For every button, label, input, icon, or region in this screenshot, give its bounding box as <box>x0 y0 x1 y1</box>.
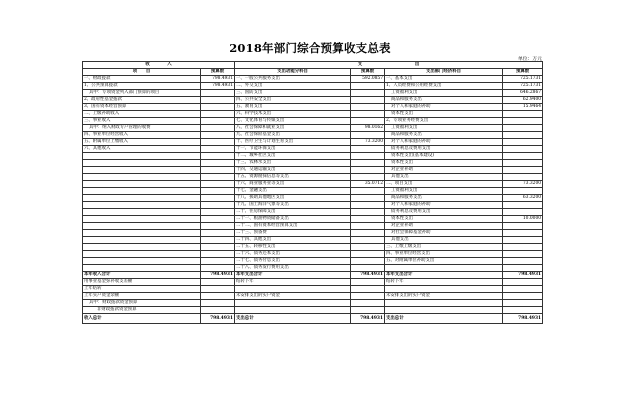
income-budget <box>201 160 235 167</box>
econ-item: 资本性支出 <box>385 111 503 118</box>
budget-table <box>82 61 543 324</box>
func-item: 结转下年 <box>235 279 351 286</box>
income-budget <box>201 293 235 300</box>
income-item: 2、政府性基金拨款 <box>83 97 201 104</box>
table-row <box>83 153 543 160</box>
income-item <box>83 244 201 251</box>
table-row <box>83 258 543 265</box>
income-item: 其中：纳入财政专户管理的收费 <box>83 125 201 132</box>
table-row <box>83 209 543 216</box>
econ-item: 对个人和家庭的补助 <box>385 202 503 209</box>
income-budget <box>201 216 235 223</box>
income-budget <box>201 265 235 272</box>
econ-item: 对社会保障基金补助 <box>385 230 503 237</box>
econ-budget: 73.3200 <box>503 181 543 188</box>
income-budget <box>201 153 235 160</box>
econ-budget <box>503 251 543 258</box>
expense-total-label: 本年支出合计 <box>235 272 351 279</box>
income-item: 其中：专项资金列入部门预算的项目 <box>83 90 201 97</box>
func-budget <box>351 104 385 111</box>
func-budget <box>351 223 385 230</box>
income-item <box>83 258 201 265</box>
table-row <box>83 195 543 202</box>
econ-budget: 63.3200 <box>503 195 543 202</box>
table-row <box>83 181 543 188</box>
table-row <box>83 160 543 167</box>
econ-item <box>385 307 503 314</box>
income-budget <box>201 125 235 132</box>
func-item: 二、外交支出 <box>235 83 351 90</box>
func-item: 二十四、其他支出 <box>235 237 351 244</box>
income-budget <box>201 174 235 181</box>
income-budget <box>201 307 235 314</box>
income-item <box>83 223 201 230</box>
func-item: 七、文化体育与传媒支出 <box>235 118 351 125</box>
econ-item: 2、专项业务经费支出 <box>385 118 503 125</box>
econ-item-header: 支出部门经济科目 <box>385 69 503 76</box>
func-budget: 73.3200 <box>351 139 385 146</box>
income-item: 上年结转 <box>83 286 201 293</box>
func-item: 二十六、债务还本支出 <box>235 251 351 258</box>
grand-expense-label: 支出总计 <box>235 314 351 324</box>
econ-item: 四、事业单位经营支出 <box>385 251 503 258</box>
income-item <box>83 181 201 188</box>
table-row <box>83 146 543 153</box>
table-row <box>83 174 543 181</box>
income-budget <box>201 139 235 146</box>
income-item <box>83 188 201 195</box>
page-title: 2018年部门综合预算收支总表 <box>229 41 391 55</box>
econ-budget <box>503 188 543 195</box>
table-row <box>83 286 543 293</box>
unit-label: 单位：万元 <box>518 57 542 62</box>
econ-item <box>385 265 503 272</box>
table-row <box>83 237 543 244</box>
func-budget <box>351 132 385 139</box>
func-item: 一、一般公共服务支出 <box>235 76 351 83</box>
func-budget: 98.0162 <box>351 125 385 132</box>
econ-budget: 646.2867 <box>503 90 543 97</box>
func-budget <box>351 244 385 251</box>
func-item: 十、医疗卫生与计划生育支出 <box>235 139 351 146</box>
income-budget <box>201 132 235 139</box>
func-budget: 592.0857 <box>351 76 385 83</box>
econ-budget: 725.1731 <box>503 83 543 90</box>
table-row <box>83 230 543 237</box>
income-budget <box>201 90 235 97</box>
table-row <box>83 83 543 90</box>
econ-item: 对个人和家庭的补助 <box>385 139 503 146</box>
func-item: 二十七、债务付息支出 <box>235 258 351 265</box>
econ-item: 债务利息及费用支出 <box>385 209 503 216</box>
func-item: 二十八、债务发行费用支出 <box>235 265 351 272</box>
income-budget <box>201 167 235 174</box>
budget-header: 预算数 <box>351 69 385 76</box>
income-item: 一、财政拨款 <box>83 76 201 83</box>
income-item: 用事业基金弥补收支差额 <box>83 279 201 286</box>
func-budget <box>351 97 385 104</box>
econ-item: 资本性支出(基本建设) <box>385 153 503 160</box>
income-budget <box>201 286 235 293</box>
econ-budget: 725.1731 <box>503 76 543 83</box>
income-budget <box>201 237 235 244</box>
econ-item: 商品和服务支出 <box>385 97 503 104</box>
income-budget <box>201 258 235 265</box>
func-budget <box>351 258 385 265</box>
income-budget <box>201 223 235 230</box>
econ-budget <box>503 258 543 265</box>
func-budget <box>351 111 385 118</box>
table-row <box>83 188 543 195</box>
func-budget <box>351 251 385 258</box>
func-item <box>235 307 351 314</box>
income-item: 1、公共预算拨款 <box>83 83 201 90</box>
func-budget <box>351 146 385 153</box>
econ-item: 其他支出 <box>385 237 503 244</box>
econ-item: 商品和服务支出 <box>385 132 503 139</box>
expense-total: 798.4931 <box>503 272 543 279</box>
func-item: 二十一、粮油物资储备支出 <box>235 216 351 223</box>
func-budget <box>351 216 385 223</box>
econ-budget <box>503 244 543 251</box>
income-budget <box>201 146 235 153</box>
income-header: 收 入 <box>83 62 235 69</box>
func-item: 九、社会保险基金支出 <box>235 132 351 139</box>
table-row <box>83 139 543 146</box>
func-budget <box>351 83 385 90</box>
func-item: 三、国防支出 <box>235 90 351 97</box>
income-item <box>83 209 201 216</box>
income-item <box>83 160 201 167</box>
econ-budget <box>503 146 543 153</box>
table-row <box>83 307 543 314</box>
item-header: 项 目 <box>83 69 201 76</box>
income-item <box>83 202 201 209</box>
econ-budget <box>503 265 543 272</box>
econ-budget <box>503 125 543 132</box>
expense-total: 798.4931 <box>351 272 385 279</box>
econ-item: 商品和服务支出 <box>385 195 503 202</box>
econ-budget <box>503 279 543 286</box>
func-budget <box>351 300 385 307</box>
econ-item <box>385 286 503 293</box>
income-budget <box>201 279 235 286</box>
income-item <box>83 153 201 160</box>
table-row <box>83 293 543 300</box>
income-budget <box>201 188 235 195</box>
table-row <box>83 90 543 97</box>
income-budget <box>201 202 235 209</box>
grand-expense-label: 支出总计 <box>385 314 503 324</box>
econ-item: 1、人员经费和公用经费支出 <box>385 83 503 90</box>
func-budget <box>351 174 385 181</box>
econ-budget <box>503 202 543 209</box>
func-budget <box>351 195 385 202</box>
income-item <box>83 174 201 181</box>
econ-item: 一、基本支出 <box>385 76 503 83</box>
func-item: 八、社会保障和就业支出 <box>235 125 351 132</box>
func-budget <box>351 202 385 209</box>
econ-item: 债务利息及费用支出 <box>385 146 503 153</box>
func-budget <box>351 237 385 244</box>
income-total-label: 本年收入合计 <box>83 272 201 279</box>
func-budget <box>351 90 385 97</box>
income-budget <box>201 195 235 202</box>
func-item: 十五、资源勘探信息等支出 <box>235 174 351 181</box>
econ-budget <box>503 111 543 118</box>
table-row <box>83 104 543 111</box>
econ-budget <box>503 300 543 307</box>
income-item <box>83 251 201 258</box>
func-item: 二十五、转移性支出 <box>235 244 351 251</box>
econ-item: 五、对附属单位补助支出 <box>385 258 503 265</box>
econ-budget <box>503 286 543 293</box>
income-item: 其中：财政拨款资金预算 <box>83 300 201 307</box>
func-budget <box>351 286 385 293</box>
income-item <box>83 230 201 237</box>
income-item <box>83 195 201 202</box>
econ-item: 对企业补助 <box>385 167 503 174</box>
econ-budget <box>503 118 543 125</box>
econ-item: 工资福利支出 <box>385 188 503 195</box>
func-budget <box>351 307 385 314</box>
table-row <box>83 76 543 83</box>
econ-item: 结转下年 <box>385 279 503 286</box>
econ-item: 资本性支出 <box>385 160 503 167</box>
econ-item: 对个人和家庭的补助 <box>385 104 503 111</box>
func-item: 十三、农林水支出 <box>235 160 351 167</box>
func-item: 二十、住房保障支出 <box>235 209 351 216</box>
table-row <box>83 265 543 272</box>
econ-budget: 15.9464 <box>503 104 543 111</box>
func-item: 五、教育支出 <box>235 104 351 111</box>
econ-budget <box>503 139 543 146</box>
expense-total-label: 本年支出合计 <box>385 272 503 279</box>
income-item: 非财政拨款资金预算 <box>83 307 201 314</box>
econ-item: 三、上缴上级支出 <box>385 244 503 251</box>
income-item <box>83 167 201 174</box>
table-row <box>83 125 543 132</box>
func-item: 十二、城乡社区支出 <box>235 153 351 160</box>
func-item: 六、科学技术支出 <box>235 111 351 118</box>
table-row <box>83 216 543 223</box>
func-budget <box>351 188 385 195</box>
econ-item: 未安排支出的实户资金 <box>385 293 503 300</box>
table-row <box>83 300 543 307</box>
econ-budget <box>503 160 543 167</box>
econ-item: 工资福利支出 <box>385 125 503 132</box>
func-item: 未安排支出的实户资金 <box>235 293 351 300</box>
table-row <box>83 118 543 125</box>
table-row <box>83 251 543 258</box>
econ-budget <box>503 237 543 244</box>
income-budget <box>201 230 235 237</box>
func-budget <box>351 279 385 286</box>
income-item <box>83 237 201 244</box>
func-budget <box>351 293 385 300</box>
econ-item <box>385 300 503 307</box>
income-budget <box>201 181 235 188</box>
econ-budget: 10.0000 <box>503 216 543 223</box>
income-item <box>83 265 201 272</box>
income-budget: 798.4931 <box>201 76 235 83</box>
econ-budget <box>503 132 543 139</box>
income-budget <box>201 118 235 125</box>
econ-budget: 62.9400 <box>503 97 543 104</box>
func-item: 十六、商业服务业等支出 <box>235 181 351 188</box>
func-budget <box>351 160 385 167</box>
econ-budget <box>503 209 543 216</box>
func-budget <box>351 153 385 160</box>
func-item: 四、公共安全支出 <box>235 97 351 104</box>
income-item: 五、附属单位上缴收入 <box>83 139 201 146</box>
grand-income-label: 收入总计 <box>83 314 201 324</box>
func-item-header: 支出功能分科目 <box>235 69 351 76</box>
table-row <box>83 132 543 139</box>
econ-budget <box>503 307 543 314</box>
table-extra <box>83 279 543 314</box>
income-budget <box>201 244 235 251</box>
income-budget <box>201 111 235 118</box>
econ-item: 资本性支出 <box>385 216 503 223</box>
econ-budget <box>503 223 543 230</box>
table-row <box>83 167 543 174</box>
income-item: 3、国有资本经营预算 <box>83 104 201 111</box>
grand-expense: 798.4931 <box>503 314 543 324</box>
income-budget <box>201 300 235 307</box>
table-row <box>83 244 543 251</box>
income-budget <box>201 104 235 111</box>
func-item: 二十三、预备费 <box>235 230 351 237</box>
budget-header: 预算数 <box>503 69 543 76</box>
func-budget <box>351 265 385 272</box>
econ-budget <box>503 230 543 237</box>
econ-item: 二、项目支出 <box>385 181 503 188</box>
income-item: 四、事业单位经营收入 <box>83 132 201 139</box>
income-item: 二、上级补助收入 <box>83 111 201 118</box>
income-item: 上年实户资金余额 <box>83 293 201 300</box>
income-total: 798.4931 <box>201 272 235 279</box>
func-item: 十一、节能环保支出 <box>235 146 351 153</box>
econ-budget <box>503 153 543 160</box>
table-row <box>83 202 543 209</box>
expense-header: 支 出 <box>235 62 543 69</box>
budget-header: 预算数 <box>201 69 235 76</box>
income-item <box>83 216 201 223</box>
func-budget <box>351 209 385 216</box>
func-item: 十四、交通运输支出 <box>235 167 351 174</box>
income-item: 三、事业收入 <box>83 118 201 125</box>
econ-budget <box>503 167 543 174</box>
econ-item: 对企业补助 <box>385 223 503 230</box>
table-row <box>83 97 543 104</box>
func-item: 二十二、国有资本经营预算支出 <box>235 223 351 230</box>
econ-budget <box>503 293 543 300</box>
grand-expense: 798.4931 <box>351 314 385 324</box>
func-budget: 35.0712 <box>351 181 385 188</box>
income-budget <box>201 97 235 104</box>
table-row <box>83 223 543 230</box>
func-item: 十八、援助其他地区支出 <box>235 195 351 202</box>
econ-item: 工资福利支出 <box>385 90 503 97</box>
grand-income: 798.4931 <box>201 314 235 324</box>
income-budget <box>201 209 235 216</box>
econ-item: 其他支出 <box>385 174 503 181</box>
econ-budget <box>503 174 543 181</box>
func-item: 十九、国土海洋气象等支出 <box>235 202 351 209</box>
func-budget <box>351 118 385 125</box>
income-budget: 798.4931 <box>201 83 235 90</box>
income-item: 六、其他收入 <box>83 146 201 153</box>
income-budget <box>201 251 235 258</box>
func-budget <box>351 230 385 237</box>
table-body <box>83 76 543 272</box>
func-item <box>235 300 351 307</box>
table-row <box>83 279 543 286</box>
func-item <box>235 286 351 293</box>
func-budget <box>351 167 385 174</box>
table-row <box>83 111 543 118</box>
func-item: 十七、金融支出 <box>235 188 351 195</box>
